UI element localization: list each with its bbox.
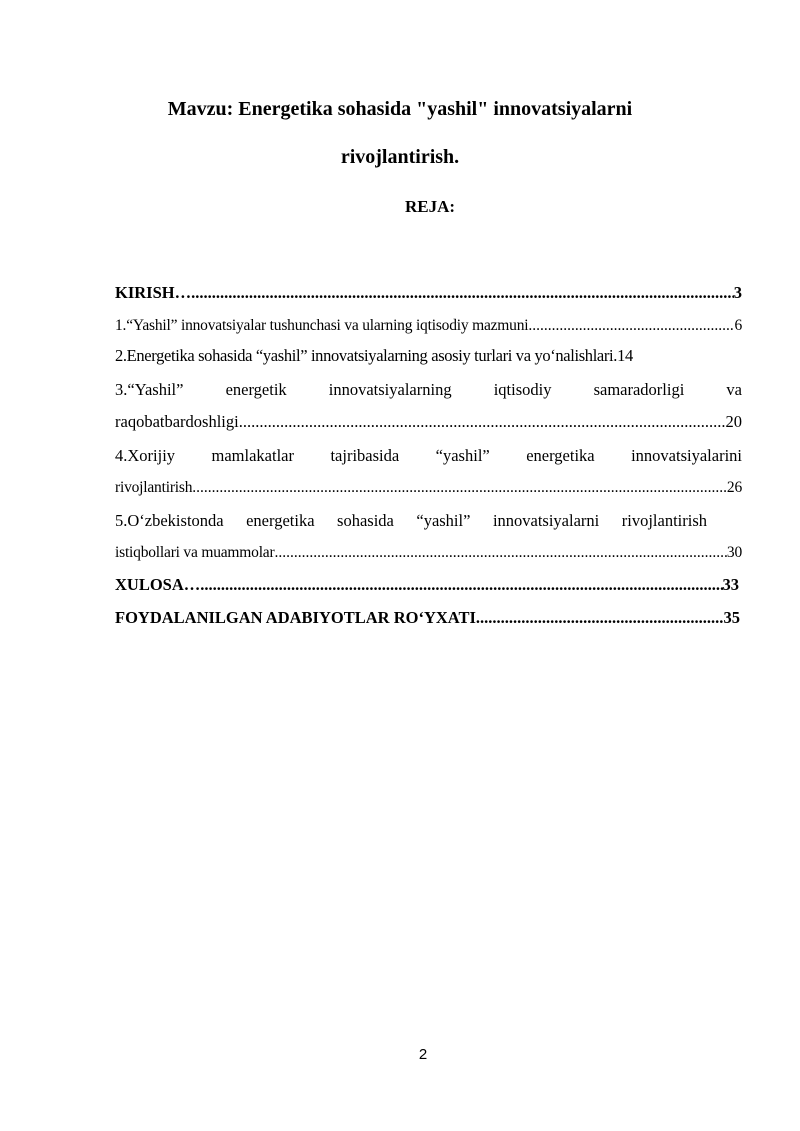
toc-entry-references: [115, 608, 740, 628]
toc-entry-4: [115, 478, 742, 498]
toc-entry-5-line-1: 5.O‘zbekistonda energetika sohasida “yashil” innovatsiyalarni rivojlantirish: [115, 511, 707, 530]
toc-entry-label: XULOSA…: [115, 575, 201, 594]
toc-entry-2: [115, 346, 742, 366]
page-number: 2: [418, 1046, 428, 1063]
toc-entry-page: 30: [726, 544, 742, 561]
toc-entry-page: 6: [734, 317, 742, 334]
toc-entry-1: [115, 316, 742, 336]
toc-entry-page: 3: [733, 283, 742, 302]
toc-entry-label: FOYDALANILGAN ADABIYOTLAR RO‘YXATI: [115, 608, 476, 627]
toc-entry-label: raqobatbardoshligi: [115, 412, 239, 431]
toc-entry-page: 20: [725, 412, 742, 431]
toc-entry-page: 33: [722, 575, 739, 594]
toc-entry-label: istiqbollari va muammolar: [115, 544, 275, 561]
toc-entry-page: 14: [617, 346, 633, 365]
toc-entry-4-line-1: 4.Xorijiy mamlakatlar tajribasida “yashil” energetika innovatsiyalarini: [115, 446, 742, 465]
toc-entry-page: 26: [726, 479, 742, 496]
toc-entry-3-line-1: 3.“Yashil” energetik innovatsiyalarning iqtisodiy samaradorligi va: [115, 380, 742, 399]
toc-entry-label: 2.Energetika sohasida “yashil” innovatsiyalarning asosiy turlari va yo‘nalishlari.: [115, 346, 618, 365]
plan-heading: REJA:: [404, 197, 456, 216]
toc-entry-label: rivojlantirish: [115, 479, 193, 496]
toc-entry-kirish: [115, 283, 742, 303]
toc-entry-page: 35: [723, 608, 740, 627]
document-title-line-2: rivojlantirish.: [340, 146, 460, 168]
toc-entry-5: [115, 543, 742, 563]
toc-entry-label: KIRISH…: [115, 283, 192, 302]
toc-entry-xulosa: [115, 575, 739, 595]
toc-entry-3: [115, 412, 742, 432]
toc-entry-label: 1.“Yashil” innovatsiyalar tushunchasi va ularning iqtisodiy mazmuni: [115, 317, 529, 334]
document-title-line-1: Mavzu: Energetika sohasida "yashil" innovatsiyalarni: [167, 98, 633, 120]
